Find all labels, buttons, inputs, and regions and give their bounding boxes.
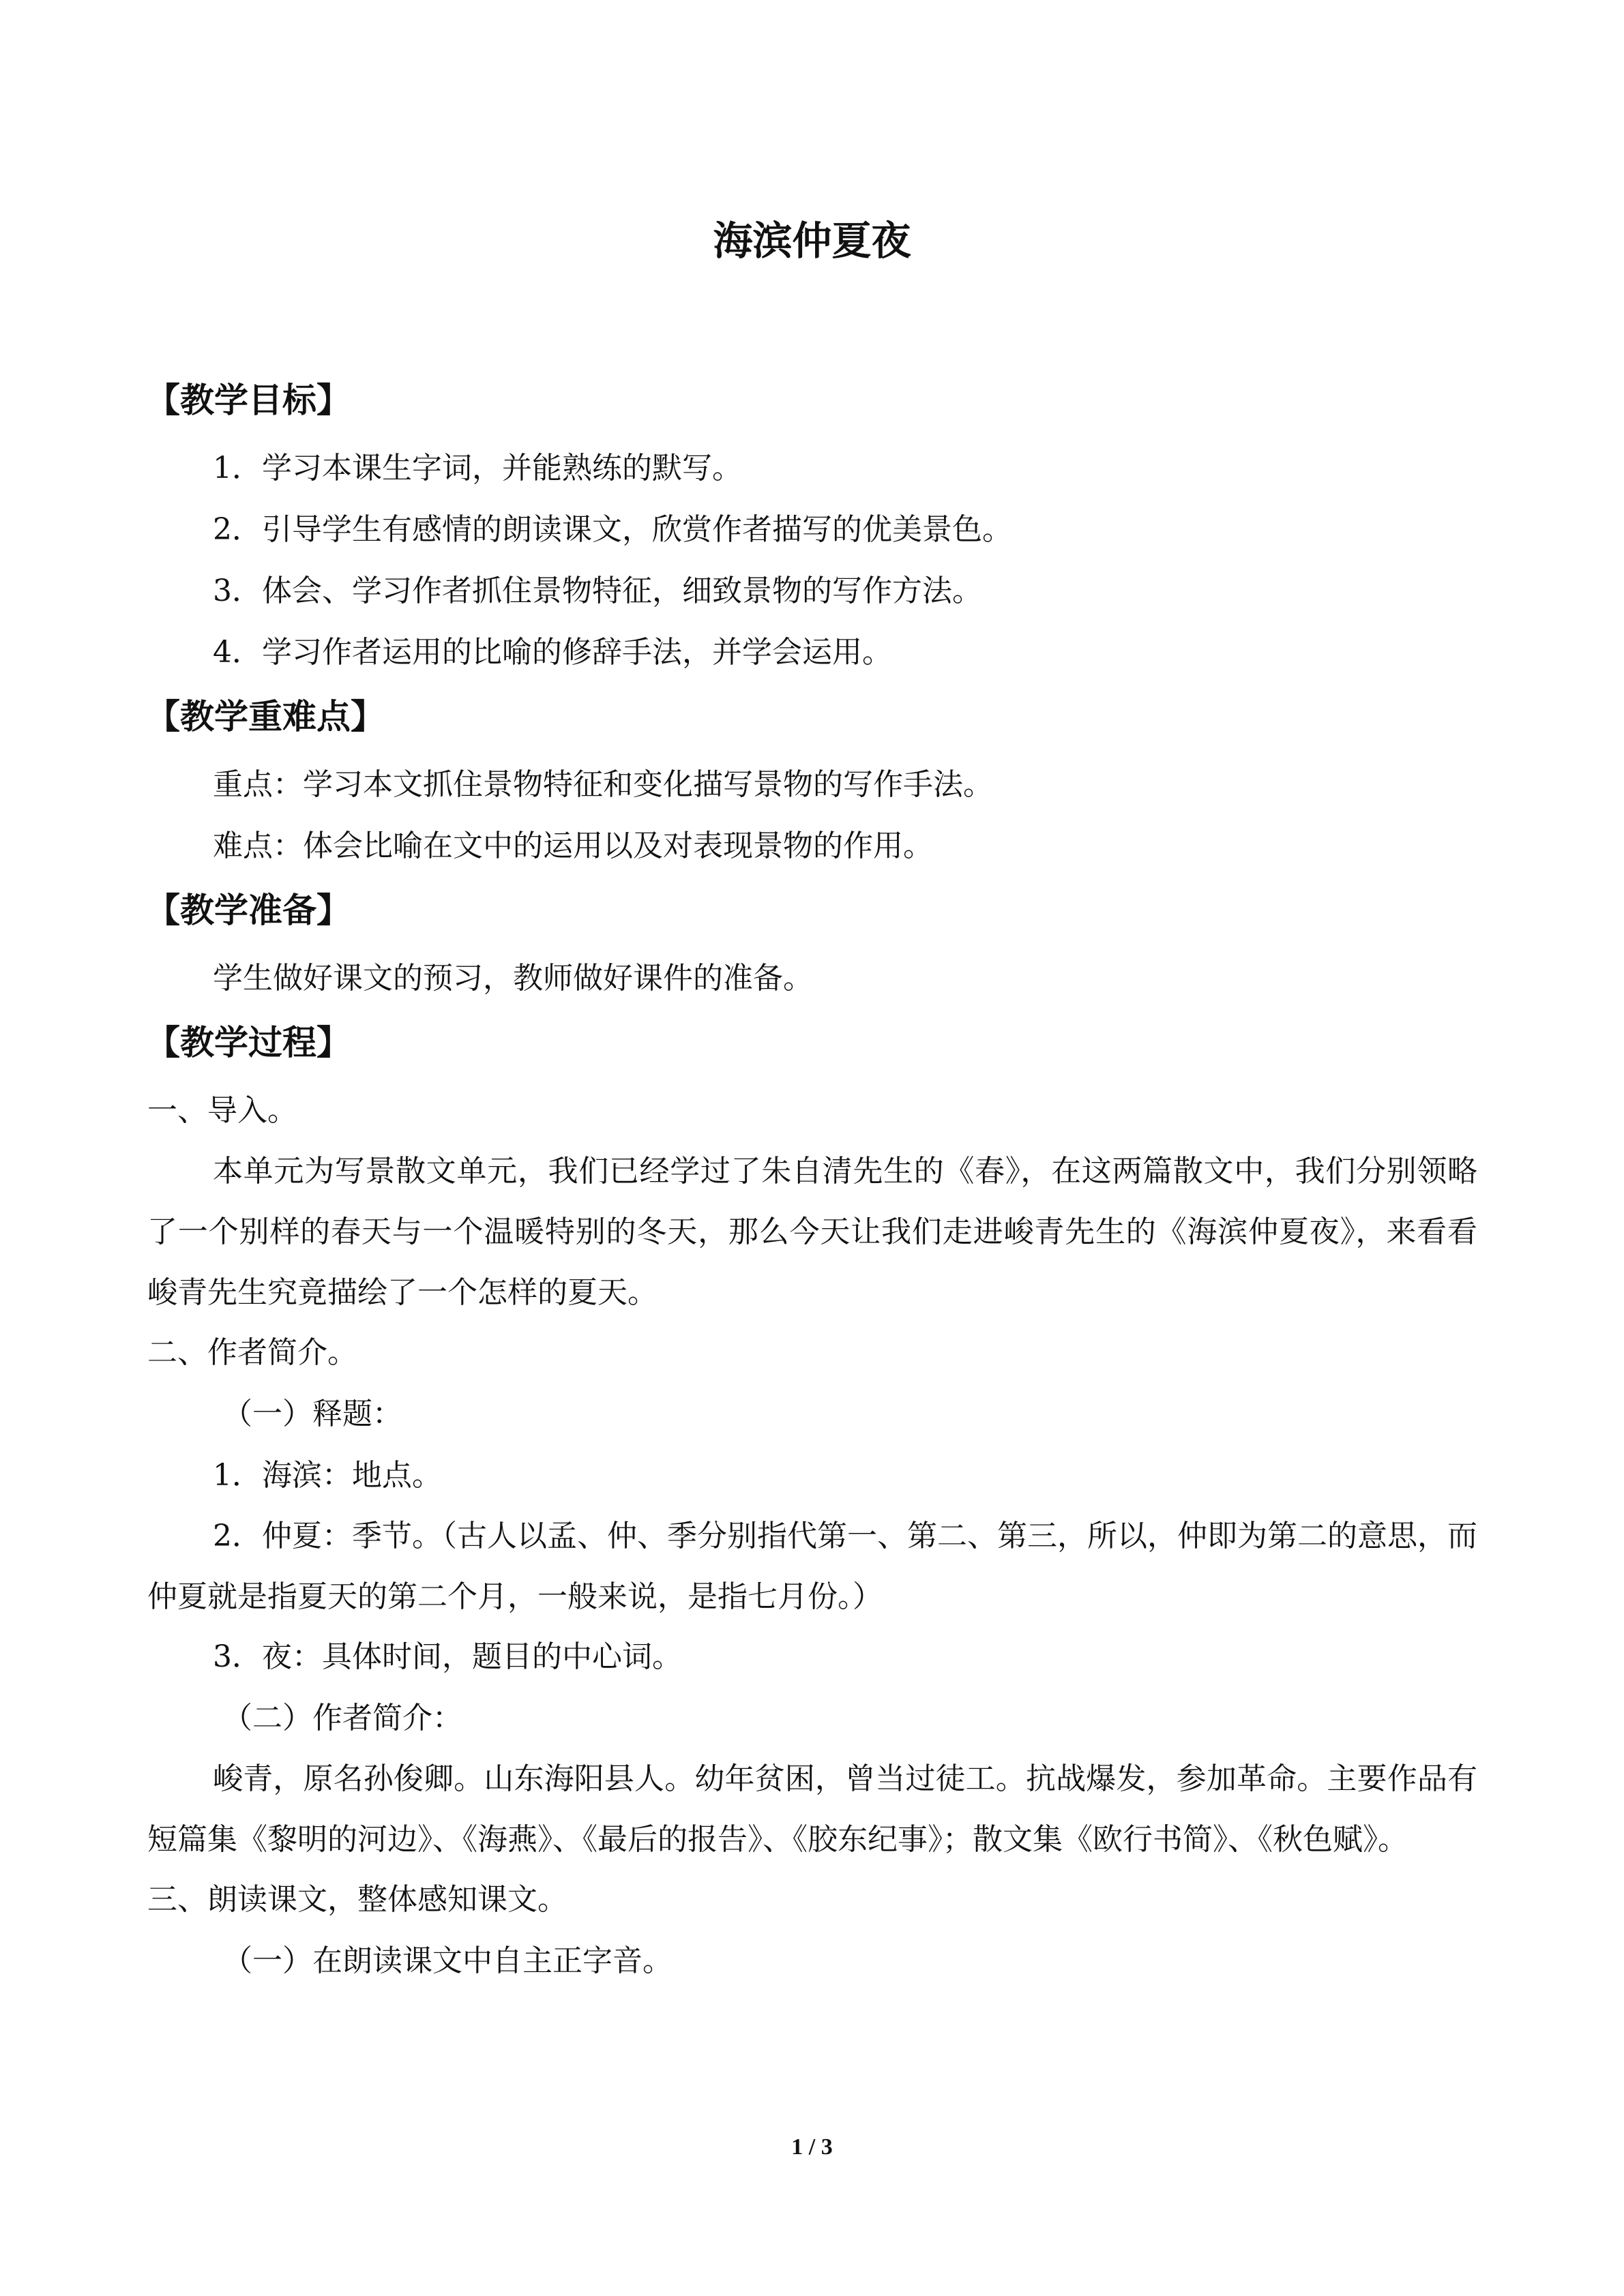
goal-item-3: 3．体会、学习作者抓住景物特征，细致景物的写作方法。 [213,573,982,608]
process-part-2-title: 二、作者简介。 [147,1335,357,1370]
heading-teaching-preparation: 【教学准备】 [146,891,351,930]
author-intro-text: 峻青，原名孙俊卿。山东海阳县人。幼年贫困，曾当过徒工。抗战爆发，参加革命。主要作品有短篇集《黎明的河边》、《海燕》、《最后的报告》、《胶东纪事》；散文集《欧行书简》、《秋色赋》。 [147,1761,1477,1857]
goal-item-4: 4．学习作者运用的比喻的修辞手法，并学会运用。 [213,635,892,670]
process-part-3-title: 三、朗读课文，整体感知课文。 [147,1882,567,1917]
heading-key-difficult-points: 【教学重难点】 [146,697,385,736]
process-part-1-text: 本单元为写景散文单元，我们已经学过了朱自清先生的《春》，在这两篇散文中，我们分别领略了一个别样的春天与一个温暖特别的冬天，那么今天让我们走进峻青先生的《海滨仲夏夜》，来看看峻青先生究竟描绘了一个怎样的夏天。 [147,1154,1477,1310]
process-sub-1-item-1: 1．海滨：地点。 [213,1458,442,1493]
process-sub-1-item-3: 3．夜：具体时间，题目的中心词。 [213,1639,682,1674]
process-sub-3-title: （一）在朗读课文中自主正字音。 [222,1943,673,1978]
process-sub-1-item-2: 2．仲夏：季节。（古人以孟、仲、季分别指代第一、第二、第三，所以，仲即为第二的意思，而仲夏就是指夏天的第二个月，一般来说，是指七月份。） [147,1519,1477,1614]
process-sub-2-title: （二）作者简介： [222,1701,462,1735]
page-number: 1 / 3 [791,2134,833,2160]
document-body [147,378,1477,1980]
key-point: 重点：学习本文抓住景物特征和变化描写景物的写作手法。 [213,767,993,802]
teaching-goals-list [147,449,1477,672]
goal-item-2: 2．引导学生有感情的朗读课文，欣赏作者描写的优美景色。 [213,512,1012,547]
difficult-point: 难点：体会比喻在文中的运用以及对表现景物的作用。 [213,829,933,863]
preparation-text: 学生做好课文的预习，教师做好课件的准备。 [213,961,813,996]
goal-item-1: 1．学习本课生字词，并能熟练的默写。 [213,451,742,486]
process-part-1-title: 一、导入。 [147,1093,297,1128]
heading-teaching-goals: 【教学目标】 [146,381,351,420]
heading-teaching-process: 【教学过程】 [146,1023,351,1062]
process-sub-1-title: （一）释题： [222,1397,402,1431]
document-title: 海滨仲夏夜 [713,218,911,264]
